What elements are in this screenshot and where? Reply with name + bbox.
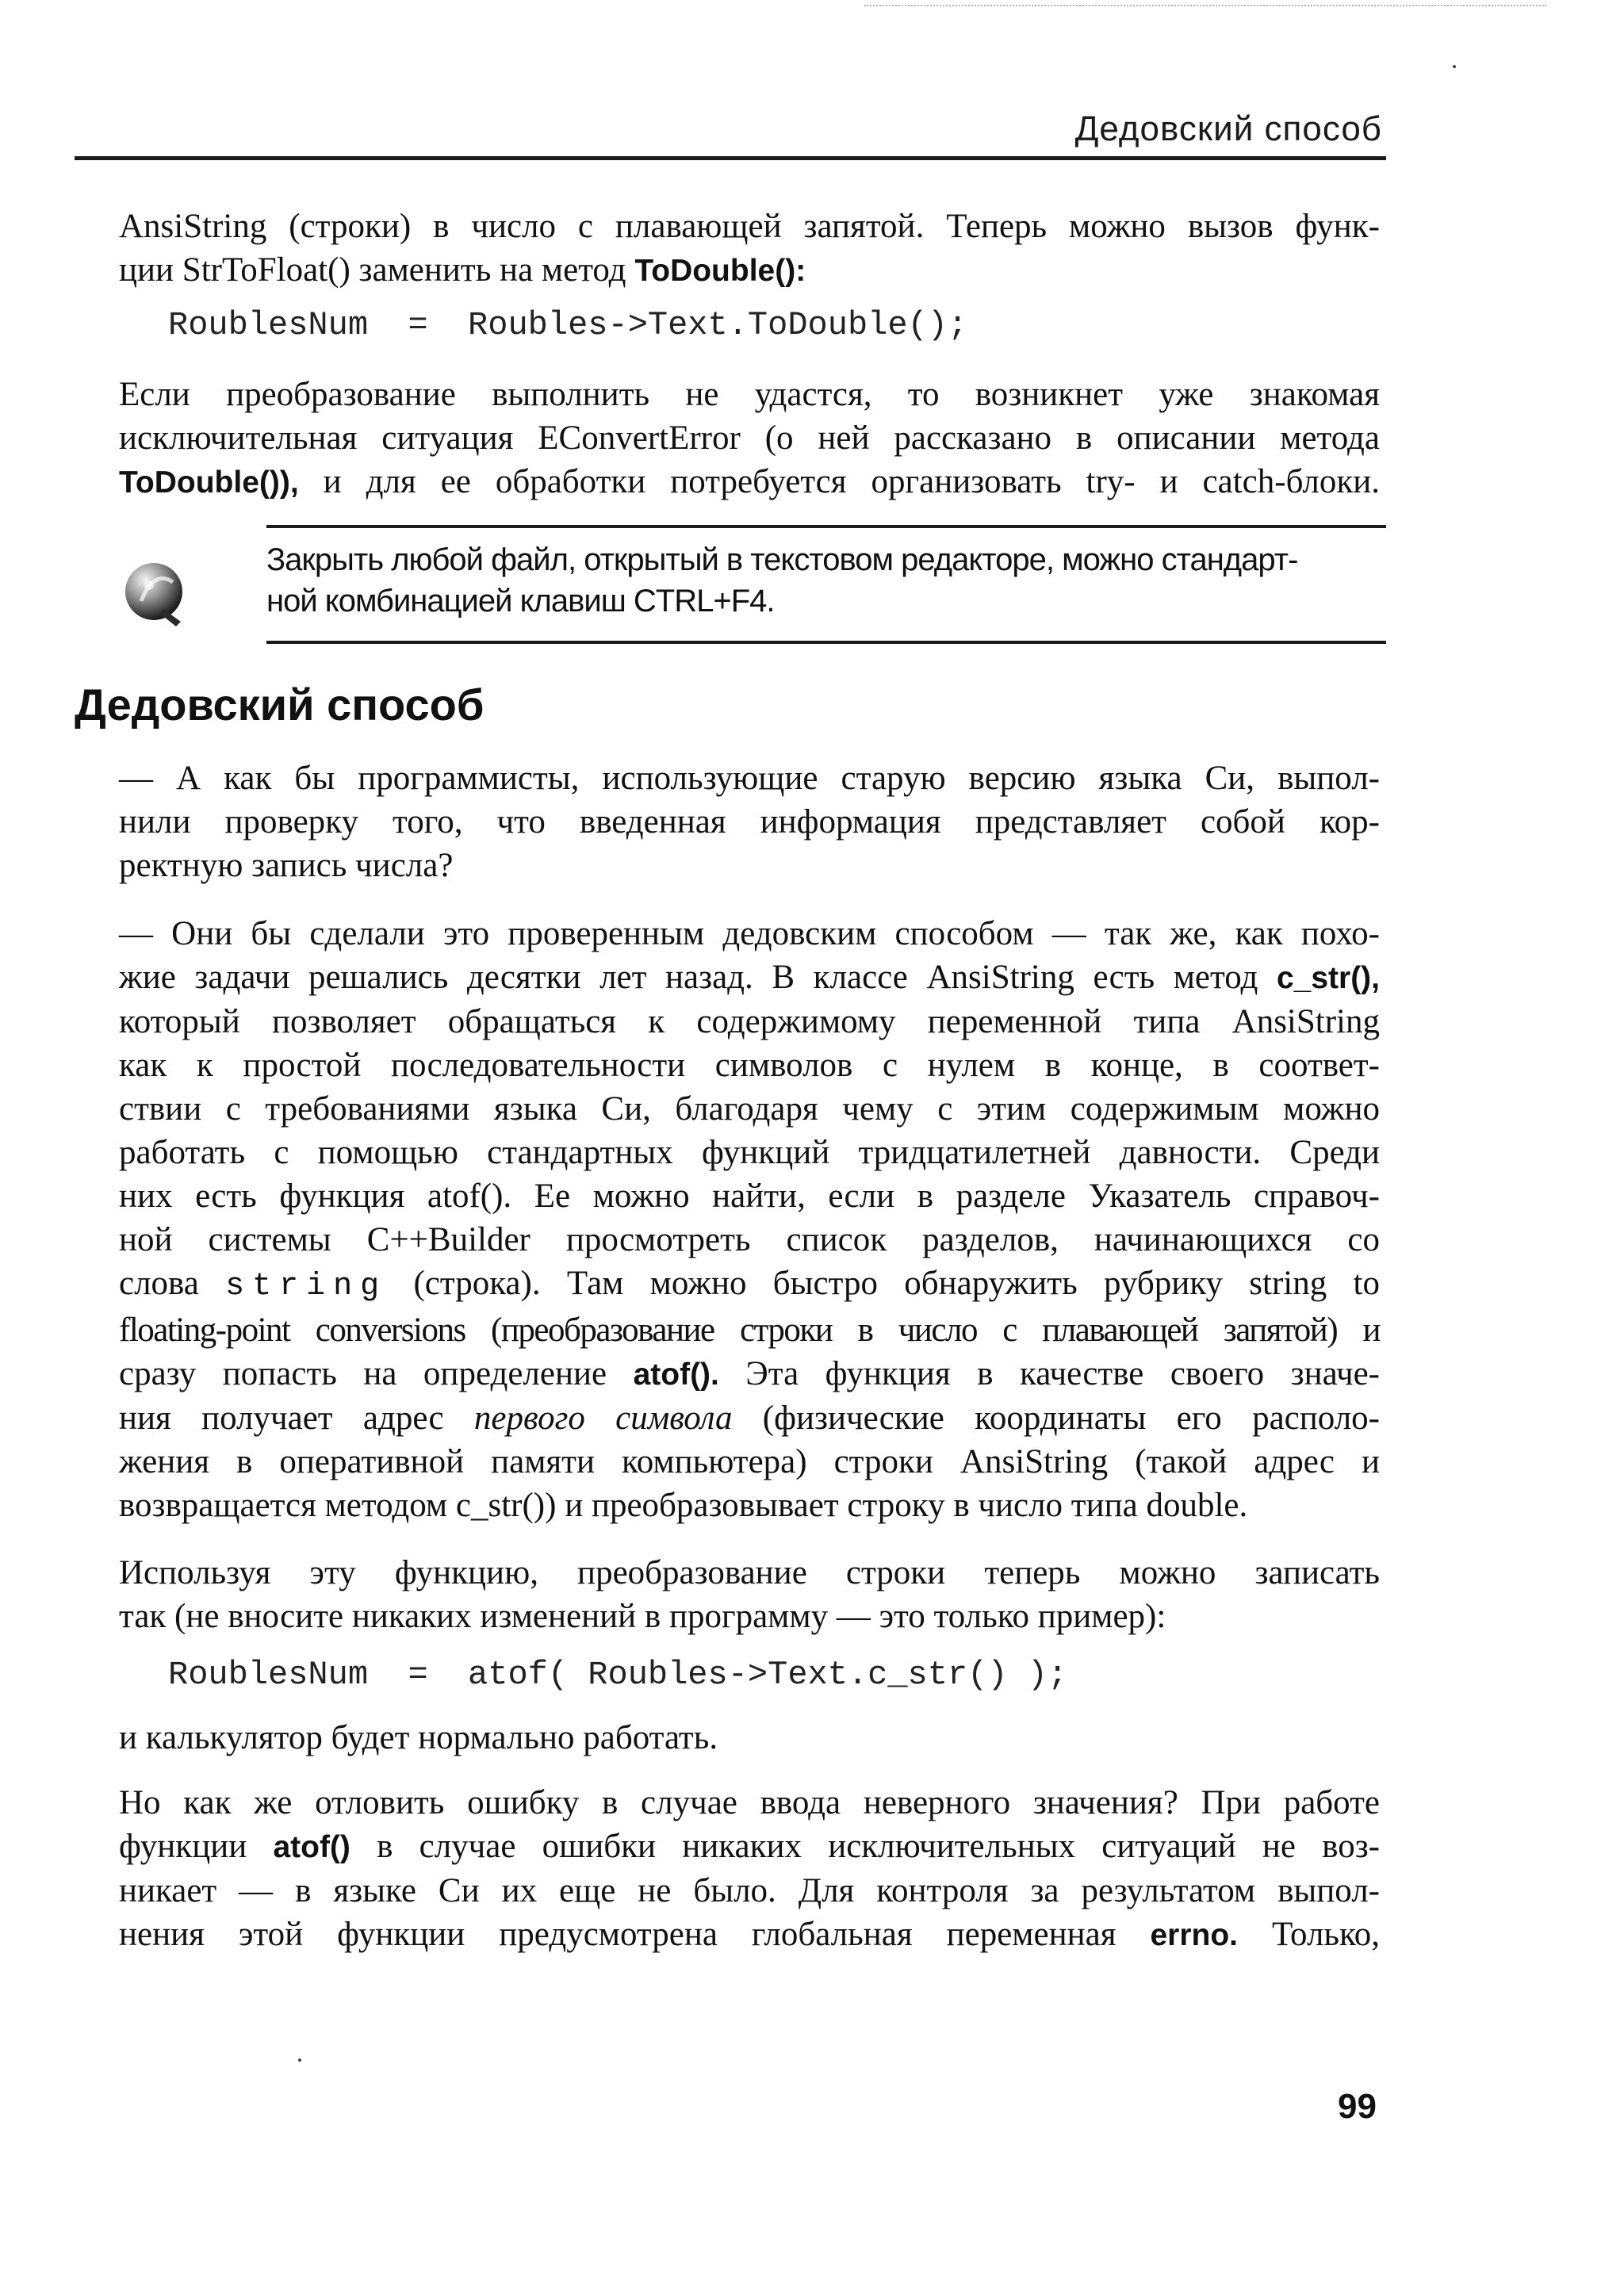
text-line: ствии с требованиями языка Си, благодаря чему с этим содержимым можно (119, 1090, 1380, 1128)
text-line: — Они бы сделали это проверенным дедовским способом — так же, как похо- (119, 915, 1380, 952)
text-line: как к простой последовательности символов с нулем в конце, в соответ- (119, 1047, 1380, 1084)
section-heading: Дедовский способ (75, 680, 485, 730)
text-line: Но как же отловить ошибку в случае ввода неверного значения? При работе (119, 1784, 1380, 1821)
tip-lightbulb-icon (117, 553, 197, 633)
text-span: функции (119, 1828, 274, 1865)
code-example-todouble: RoublesNum = Roubles->Text.ToDouble(); (168, 306, 968, 344)
text-line: floating-point conversions (преобразование строки в число с плавающей запятой) и (119, 1312, 1380, 1349)
text-span: (физические координаты его располо- (732, 1400, 1380, 1437)
text-line: никает — в языке Си их еще не было. Для контроля за результатом выпол- (119, 1872, 1380, 1909)
text-span: и для ее обработки потребуется организовать try- и catch-блоки. (298, 463, 1380, 500)
running-header: Дедовский способ (1074, 109, 1382, 148)
method-name: atof() (273, 1830, 350, 1864)
answer-paragraph (119, 912, 1380, 1527)
text-line: Если преобразование выполнить не удастся, то возникнет уже знакомая (119, 376, 1380, 413)
text-line: — А как бы программисты, использующие старую версию языка Си, выпол- (119, 760, 1380, 797)
text-line: AnsiString (строки) в число с плавающей запятой. Теперь можно вызов функ- (119, 208, 1380, 245)
text-line: так (не вносите никаких изменений в программу — это только пример): (119, 1598, 1166, 1635)
text-line: исключительная ситуация EConvertError (о ней рассказано в описании метода (119, 419, 1380, 457)
text-line (119, 460, 1380, 504)
note-text (266, 539, 1385, 622)
note-line: Закрыть любой файл, открытый в текстовом редакторе, можно стандарт- (266, 542, 1298, 577)
text-span: жие задачи решались десятки лет назад. В классе AnsiString есть метод (119, 959, 1277, 996)
text-span: ции StrToFloat() заменить на метод (119, 251, 635, 289)
text-line: них есть функция atof(). Ее можно найти, если в разделе Указатель справоч- (119, 1178, 1380, 1215)
question-paragraph (119, 756, 1380, 887)
text-line: нили проверку того, что введенная информация представляет собой кор- (119, 803, 1380, 841)
text-span: нения этой функции предусмотрена глобальная переменная (119, 1916, 1151, 1953)
error-paragraph (119, 373, 1380, 504)
text-line (119, 1262, 1380, 1308)
text-line: возвращается методом c_str()) и преобразовывает строку в число типа double. (119, 1487, 1248, 1524)
method-name: ToDouble()), (119, 465, 299, 500)
method-name: c_str(), (1276, 961, 1380, 995)
errno-paragraph (119, 1781, 1380, 1957)
method-name: atof(). (633, 1358, 719, 1392)
note-top-rule (266, 525, 1386, 528)
text-line (119, 1352, 1380, 1396)
spaced-word: string (225, 1269, 388, 1304)
scan-speckle (864, 5, 1546, 10)
text-span: сразу попасть на определение (119, 1355, 634, 1392)
text-span: слова (119, 1265, 226, 1302)
header-rule (75, 156, 1386, 160)
scan-dot (298, 2058, 301, 2062)
note-line: ной комбинацией клавиш CTRL+F4. (266, 584, 775, 618)
text-line (119, 1825, 1380, 1869)
calculator-sentence (119, 1716, 1380, 1760)
method-name: errno. (1150, 1918, 1238, 1952)
intro-paragraph (119, 205, 1380, 293)
text-span: Только, (1238, 1916, 1380, 1953)
page-number: 99 (1338, 2087, 1377, 2126)
text-line (119, 248, 1380, 293)
text-line (119, 956, 1380, 1000)
method-name: ToDouble(): (634, 254, 806, 288)
text-line: Используя эту функцию, преобразование строки теперь можно записать (119, 1554, 1380, 1591)
text-line (119, 1396, 1380, 1440)
text-span: в случае ошибки никаких исключительных ситуаций не воз- (350, 1828, 1380, 1865)
usage-paragraph (119, 1551, 1380, 1638)
text-span: ния получает адрес (119, 1400, 474, 1437)
text-line: жения в оперативной памяти компьютера) строки AnsiString (такой адрес и (119, 1443, 1380, 1480)
emphasis: первого символа (473, 1400, 733, 1437)
text-span: Эта функция в качестве своего значе- (718, 1355, 1381, 1392)
text-span: (строка). Там можно быстро обнаружить рубрику string to (387, 1265, 1380, 1302)
text-line (119, 1913, 1380, 1957)
text-line: ректную запись числа? (119, 847, 454, 884)
text-line: работать с помощью стандартных функций тридцатилетней давности. Среди (119, 1134, 1380, 1171)
code-example-atof: RoublesNum = atof( Roubles->Text.c_str() ); (168, 1656, 1068, 1694)
scan-dot (1453, 65, 1456, 68)
text-line: который позволяет обращаться к содержимому переменной типа AnsiString (119, 1003, 1380, 1040)
note-bottom-rule (266, 641, 1386, 644)
text-line: ной системы C++Builder просмотреть список разделов, начинающихся со (119, 1221, 1380, 1258)
text-line: и калькулятор будет нормально работать. (119, 1719, 718, 1756)
